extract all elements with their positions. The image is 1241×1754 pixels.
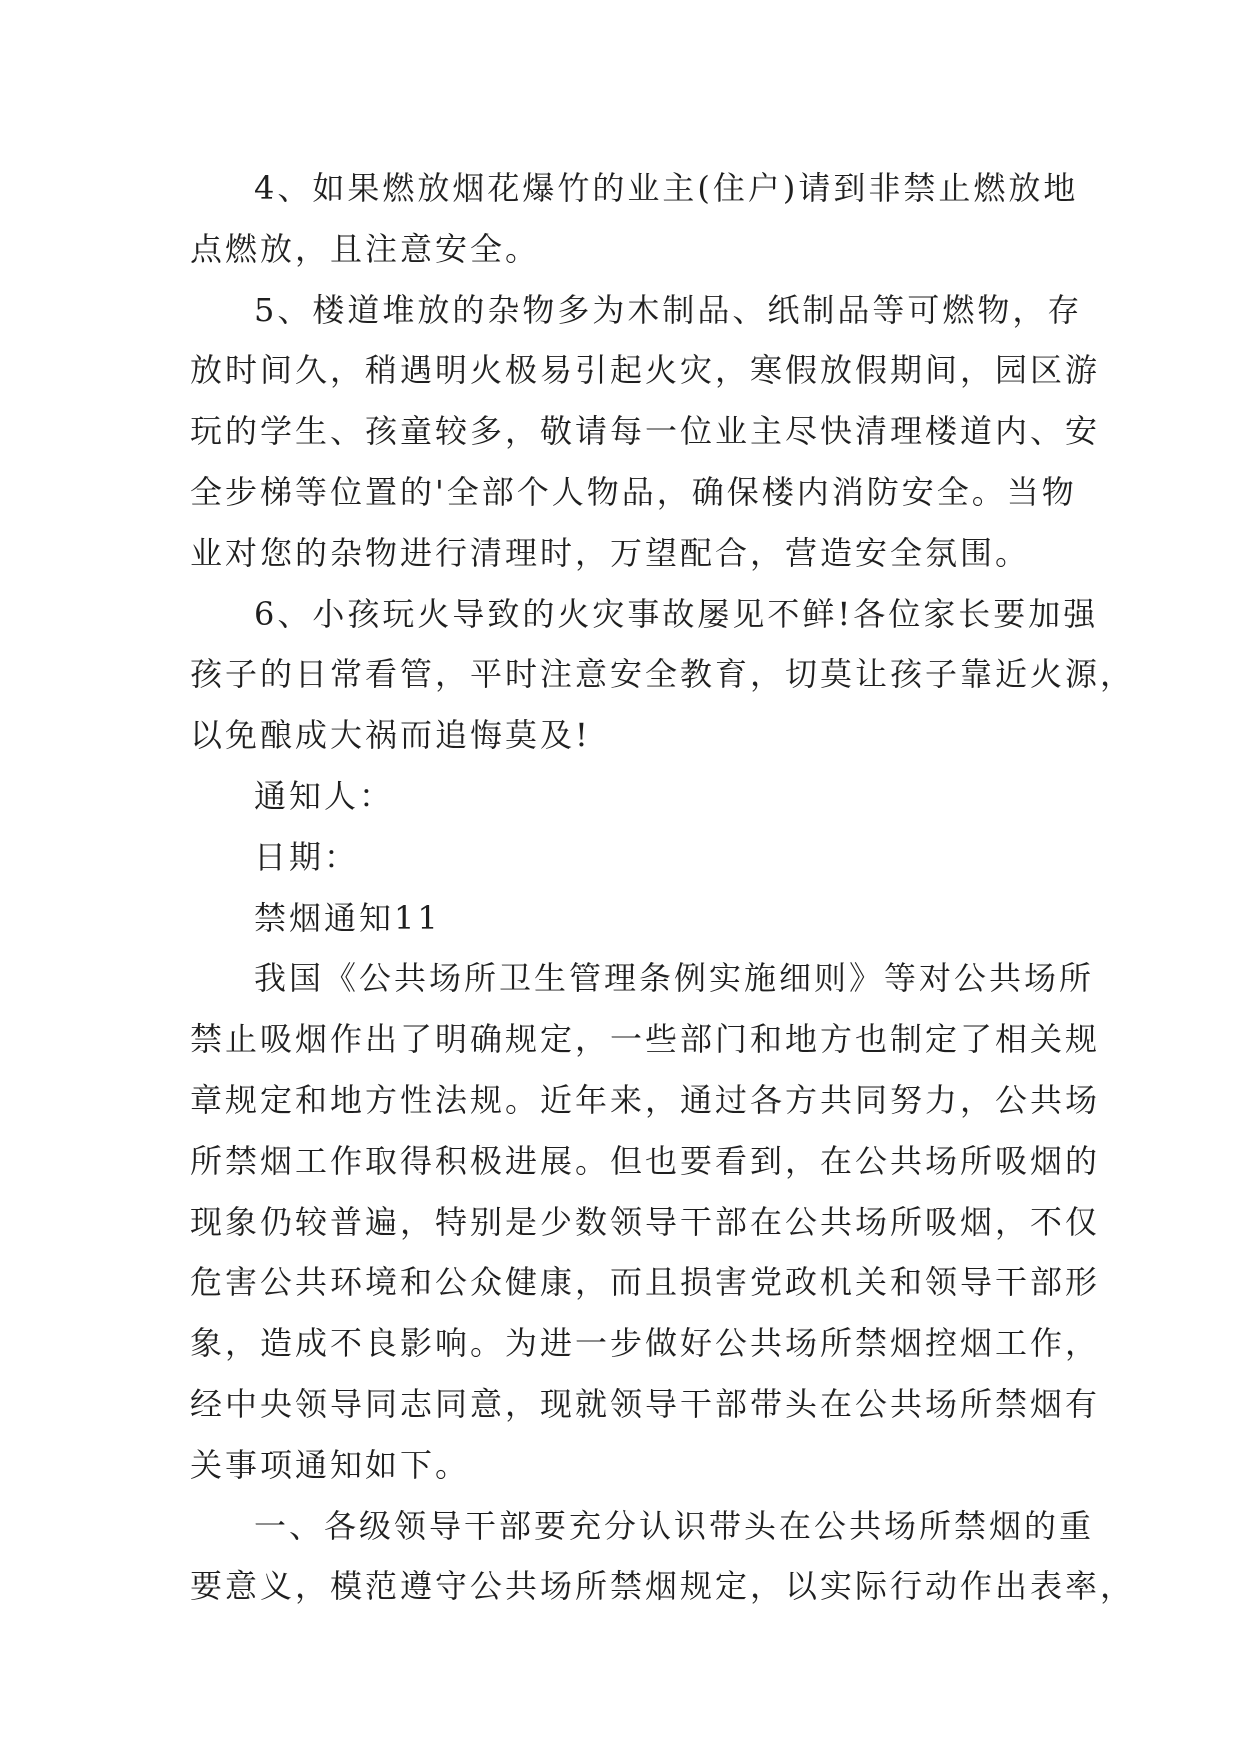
text-line: 4、如果燃放烟花爆竹的业主(住户)请到非禁止燃放地 xyxy=(254,169,1079,207)
section-heading: 禁烟通知11 xyxy=(254,898,441,937)
text-line: 危害公共环境和公众健康，而且损害党政机关和领导干部形 xyxy=(190,1263,1101,1302)
text-line: 我国《公共场所卫生管理条例实施细则》等对公共场所 xyxy=(254,959,1095,998)
text-line: 5、楼道堆放的杂物多为木制品、纸制品等可燃物，存 xyxy=(254,290,1083,329)
text-line: 关事项通知如下。 xyxy=(190,1445,471,1484)
text-line: 放时间久，稍遇明火极易引起火灾，寒假放假期间，园区游 xyxy=(190,351,1101,390)
text-line: 点燃放，且注意安全。 xyxy=(190,229,541,268)
text-line: 要意义，模范遵守公共场所禁烟规定，以实际行动作出表率， xyxy=(190,1567,1136,1606)
text-line: 孩子的日常看管，平时注意安全教育，切莫让孩子靠近火源， xyxy=(190,655,1136,694)
text-line: 章规定和地方性法规。近年来，通过各方共同努力，公共场 xyxy=(190,1080,1101,1119)
text-line: 玩的学生、孩童较多，敬请每一位业主尽快清理楼道内、安 xyxy=(190,412,1101,451)
text-line: 所禁烟工作取得积极进展。但也要看到，在公共场所吸烟的 xyxy=(190,1141,1101,1180)
text-line: 以免酿成大祸而追悔莫及! xyxy=(190,716,591,755)
text-line: 全步梯等位置的'全部个人物品，确保楼内消防安全。当物 xyxy=(190,472,1077,511)
text-line: 一、各级领导干部要充分认识带头在公共场所禁烟的重 xyxy=(254,1506,1095,1545)
text-line: 业对您的杂物进行清理时，万望配合，营造安全氛围。 xyxy=(190,533,1031,572)
text-line: 6、小孩玩火导致的火灾事故屡见不鲜!各位家长要加强 xyxy=(254,594,1099,633)
text-line: 禁止吸烟作出了明确规定，一些部门和地方也制定了相关规 xyxy=(190,1020,1101,1059)
text-line: 象，造成不良影响。为进一步做好公共场所禁烟控烟工作， xyxy=(190,1324,1101,1363)
date-label: 日期： xyxy=(254,837,360,876)
document-body xyxy=(190,158,1136,1617)
notifier-label: 通知人： xyxy=(254,776,395,815)
text-line: 现象仍较普遍，特别是少数领导干部在公共场所吸烟，不仅 xyxy=(190,1202,1101,1241)
text-line: 经中央领导同志同意，现就领导干部带头在公共场所禁烟有 xyxy=(190,1384,1101,1423)
